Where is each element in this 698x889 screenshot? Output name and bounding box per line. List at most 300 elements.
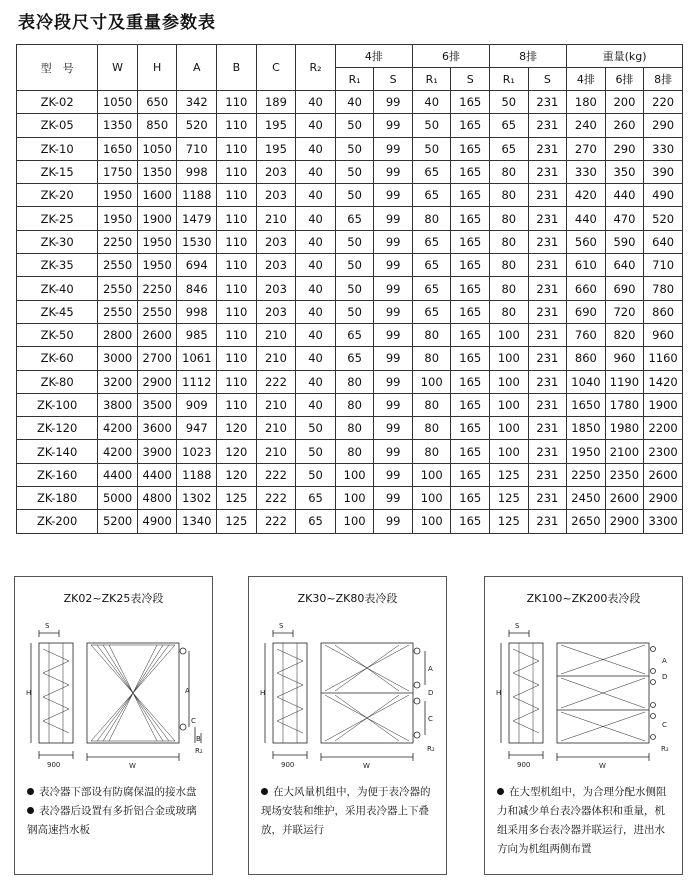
label-h: H: [260, 689, 266, 697]
table-cell: 909: [177, 393, 217, 416]
table-row: [17, 184, 683, 207]
table-cell: 1950: [137, 254, 177, 277]
table-cell: 165: [451, 184, 490, 207]
table-cell: 231: [528, 207, 567, 230]
table-cell: 40: [296, 91, 336, 114]
table-cell: 65: [490, 137, 529, 160]
note-text: 表冷器下部设有防腐保温的接水盘: [39, 786, 197, 798]
table-cell: 4200: [98, 440, 138, 463]
header-6-s: S: [451, 68, 490, 91]
table-cell: 760: [567, 323, 606, 346]
table-cell: 710: [644, 254, 683, 277]
table-cell: 99: [374, 323, 413, 346]
table-cell: 165: [451, 114, 490, 137]
table-cell: 99: [374, 370, 413, 393]
model-cell: ZK-45: [17, 300, 98, 323]
table-cell: 2600: [137, 323, 177, 346]
note-item: [261, 783, 438, 840]
table-cell: 231: [528, 487, 567, 510]
table-cell: 210: [256, 440, 296, 463]
table-cell: 120: [217, 440, 257, 463]
table-cell: 1040: [567, 370, 606, 393]
header-weight: 重量(kg): [567, 45, 683, 68]
table-cell: 165: [451, 254, 490, 277]
table-cell: 165: [451, 160, 490, 183]
table-cell: 690: [567, 300, 606, 323]
page-title: 表冷段尺寸及重量参数表: [18, 13, 216, 33]
table-cell: 80: [335, 440, 374, 463]
table-cell: 440: [605, 184, 644, 207]
table-cell: 690: [605, 277, 644, 300]
table-cell: 165: [451, 440, 490, 463]
header-b: B: [217, 45, 257, 91]
table-cell: 220: [644, 91, 683, 114]
note-item: [27, 802, 204, 840]
table-cell: 350: [605, 160, 644, 183]
table-cell: 203: [256, 277, 296, 300]
table-cell: 100: [490, 370, 529, 393]
table-cell: 4400: [137, 463, 177, 486]
table-cell: 50: [335, 300, 374, 323]
table-cell: 99: [374, 230, 413, 253]
model-cell: ZK-120: [17, 417, 98, 440]
table-cell: 2550: [98, 277, 138, 300]
table-row: [17, 207, 683, 230]
bullet-icon: [27, 807, 34, 814]
table-cell: 203: [256, 160, 296, 183]
header-r2: R₂: [296, 45, 336, 91]
table-cell: 50: [335, 160, 374, 183]
spec-table-body: [17, 91, 683, 534]
panel-zk100-zk200: [484, 576, 683, 875]
table-cell: 65: [490, 114, 529, 137]
table-cell: 50: [296, 417, 336, 440]
table-cell: 40: [296, 347, 336, 370]
table-cell: 2600: [605, 487, 644, 510]
table-cell: 210: [256, 347, 296, 370]
table-cell: 2650: [567, 510, 606, 533]
table-cell: 1050: [98, 91, 138, 114]
model-cell: ZK-25: [17, 207, 98, 230]
table-cell: 1350: [137, 160, 177, 183]
table-cell: 3300: [644, 510, 683, 533]
table-cell: 125: [490, 463, 529, 486]
table-cell: 1900: [137, 207, 177, 230]
table-cell: 165: [451, 463, 490, 486]
table-cell: 1190: [605, 370, 644, 393]
table-cell: 260: [605, 114, 644, 137]
table-cell: 65: [412, 160, 451, 183]
table-cell: 330: [644, 137, 683, 160]
model-cell: ZK-100: [17, 393, 98, 416]
header-4-row: 4排: [335, 45, 412, 68]
table-cell: 99: [374, 393, 413, 416]
table-cell: 1950: [137, 230, 177, 253]
table-row: [17, 254, 683, 277]
table-cell: 40: [296, 160, 336, 183]
table-cell: 40: [296, 137, 336, 160]
table-cell: 210: [256, 323, 296, 346]
table-cell: 231: [528, 370, 567, 393]
table-cell: 110: [217, 207, 257, 230]
panel-notes: [261, 783, 438, 840]
table-cell: 470: [605, 207, 644, 230]
model-cell: ZK-160: [17, 463, 98, 486]
table-cell: 40: [296, 207, 336, 230]
table-cell: 1050: [137, 137, 177, 160]
table-cell: 100: [335, 463, 374, 486]
bullet-icon: [497, 788, 504, 795]
table-cell: 80: [412, 207, 451, 230]
table-cell: 1302: [177, 487, 217, 510]
table-cell: 65: [412, 254, 451, 277]
table-cell: 120: [217, 463, 257, 486]
table-cell: 165: [451, 323, 490, 346]
model-cell: ZK-80: [17, 370, 98, 393]
header-w: W: [98, 45, 138, 91]
table-cell: 100: [412, 463, 451, 486]
header-6-row: 6排: [412, 45, 489, 68]
table-cell: 100: [335, 487, 374, 510]
table-row: [17, 347, 683, 370]
table-cell: 490: [644, 184, 683, 207]
table-cell: 80: [412, 440, 451, 463]
header-a: A: [177, 45, 217, 91]
table-cell: 1950: [98, 184, 138, 207]
table-cell: 231: [528, 184, 567, 207]
table-cell: 720: [605, 300, 644, 323]
header-4-s: S: [374, 68, 413, 91]
table-cell: 240: [567, 114, 606, 137]
table-cell: 99: [374, 510, 413, 533]
table-cell: 231: [528, 347, 567, 370]
model-cell: ZK-20: [17, 184, 98, 207]
table-row: [17, 487, 683, 510]
table-cell: 99: [374, 463, 413, 486]
label-a: A: [662, 657, 667, 665]
table-cell: 40: [296, 323, 336, 346]
table-cell: 210: [256, 393, 296, 416]
table-cell: 125: [490, 487, 529, 510]
table-cell: 231: [528, 323, 567, 346]
model-cell: ZK-02: [17, 91, 98, 114]
table-row: [17, 300, 683, 323]
table-cell: 231: [528, 463, 567, 486]
table-cell: 2550: [98, 254, 138, 277]
table-row: [17, 277, 683, 300]
table-cell: 100: [490, 393, 529, 416]
label-s: S: [279, 622, 284, 630]
table-cell: 1340: [177, 510, 217, 533]
table-row: [17, 114, 683, 137]
table-cell: 120: [217, 417, 257, 440]
header-weight-8: 8排: [644, 68, 683, 91]
header-8-r1: R₁: [490, 68, 529, 91]
table-cell: 231: [528, 393, 567, 416]
table-row: [17, 463, 683, 486]
header-4-r1: R₁: [335, 68, 374, 91]
note-text: 表冷器后设置有多折铝合金或玻璃钢高速挡水板: [27, 805, 197, 836]
table-cell: 100: [490, 323, 529, 346]
panel-title: ZK30~ZK80表冷段: [297, 592, 398, 605]
coil-section-diagram-1: [25, 615, 205, 775]
table-cell: 40: [296, 114, 336, 137]
table-cell: 125: [217, 510, 257, 533]
note-text: 在大型机组中，为合理分配水侧阻力和减少单台表冷器体积和重量，机组采用多台表冷器并联运行，进出水方向为机组两侧布置: [497, 786, 667, 855]
table-cell: 80: [490, 184, 529, 207]
header-6-r1: R₁: [412, 68, 451, 91]
table-cell: 195: [256, 137, 296, 160]
table-cell: 2600: [644, 463, 683, 486]
table-cell: 780: [644, 277, 683, 300]
table-cell: 165: [451, 487, 490, 510]
table-cell: 110: [217, 277, 257, 300]
table-cell: 420: [567, 184, 606, 207]
table-cell: 5200: [98, 510, 138, 533]
table-cell: 165: [451, 510, 490, 533]
table-cell: 65: [335, 207, 374, 230]
table-cell: 99: [374, 91, 413, 114]
table-cell: 80: [490, 254, 529, 277]
panel-zk30-zk80: [248, 576, 447, 875]
table-cell: 80: [412, 393, 451, 416]
table-cell: 1650: [567, 393, 606, 416]
table-cell: 231: [528, 254, 567, 277]
label-r2: R₂: [195, 747, 203, 755]
label-dim: 900: [47, 761, 61, 769]
table-cell: 110: [217, 323, 257, 346]
table-cell: 2900: [644, 487, 683, 510]
table-cell: 1061: [177, 347, 217, 370]
model-cell: ZK-10: [17, 137, 98, 160]
table-cell: 560: [567, 230, 606, 253]
label-h: H: [496, 689, 502, 697]
table-cell: 520: [177, 114, 217, 137]
table-cell: 80: [335, 393, 374, 416]
table-cell: 1650: [98, 137, 138, 160]
table-cell: 99: [374, 254, 413, 277]
table-cell: 960: [605, 347, 644, 370]
label-h: H: [26, 689, 32, 697]
table-cell: 520: [644, 207, 683, 230]
table-cell: 342: [177, 91, 217, 114]
label-a: A: [428, 665, 433, 673]
model-cell: ZK-40: [17, 277, 98, 300]
model-cell: ZK-05: [17, 114, 98, 137]
table-cell: 180: [567, 91, 606, 114]
table-cell: 231: [528, 137, 567, 160]
table-cell: 110: [217, 230, 257, 253]
table-cell: 4900: [137, 510, 177, 533]
table-cell: 40: [296, 230, 336, 253]
table-cell: 50: [412, 114, 451, 137]
note-text: 在大风量机组中，为便于表冷器的现场安装和维护，采用表冷器上下叠放，并联运行: [261, 786, 431, 836]
table-cell: 3800: [98, 393, 138, 416]
table-cell: 50: [335, 114, 374, 137]
table-cell: 80: [490, 160, 529, 183]
table-cell: 165: [451, 417, 490, 440]
table-cell: 2200: [644, 417, 683, 440]
table-cell: 5000: [98, 487, 138, 510]
table-cell: 210: [256, 417, 296, 440]
table-cell: 203: [256, 300, 296, 323]
panel-notes: [27, 783, 204, 840]
label-d: D: [662, 673, 668, 681]
table-cell: 1600: [137, 184, 177, 207]
table-cell: 65: [412, 230, 451, 253]
table-cell: 100: [335, 510, 374, 533]
coil-section-diagram-2: [259, 615, 439, 775]
table-cell: 99: [374, 160, 413, 183]
table-cell: 100: [412, 487, 451, 510]
table-row: [17, 393, 683, 416]
panel-title: ZK02~ZK25表冷段: [63, 592, 164, 605]
label-d: D: [428, 689, 434, 697]
model-cell: ZK-50: [17, 323, 98, 346]
table-cell: 2300: [644, 440, 683, 463]
table-cell: 998: [177, 300, 217, 323]
table-cell: 231: [528, 300, 567, 323]
header-model: 型 号: [17, 45, 98, 91]
table-cell: 50: [335, 137, 374, 160]
table-cell: 846: [177, 277, 217, 300]
label-a: A: [185, 687, 190, 695]
label-b: B: [196, 735, 201, 743]
label-r2: R₂: [427, 745, 435, 753]
table-cell: 195: [256, 114, 296, 137]
table-cell: 40: [296, 184, 336, 207]
table-cell: 390: [644, 160, 683, 183]
table-cell: 165: [451, 300, 490, 323]
table-cell: 65: [412, 184, 451, 207]
coil-section-diagram-3: [495, 615, 675, 775]
table-cell: 165: [451, 207, 490, 230]
table-cell: 3900: [137, 440, 177, 463]
table-cell: 80: [412, 417, 451, 440]
table-cell: 40: [296, 300, 336, 323]
table-cell: 99: [374, 347, 413, 370]
table-cell: 231: [528, 510, 567, 533]
note-item: [497, 783, 674, 859]
table-cell: 65: [335, 347, 374, 370]
bullet-icon: [261, 788, 268, 795]
table-cell: 3500: [137, 393, 177, 416]
label-r2: R₂: [661, 745, 669, 753]
table-cell: 610: [567, 254, 606, 277]
table-cell: 231: [528, 417, 567, 440]
table-cell: 960: [644, 323, 683, 346]
table-cell: 2250: [567, 463, 606, 486]
table-cell: 99: [374, 114, 413, 137]
table-cell: 330: [567, 160, 606, 183]
table-cell: 40: [412, 91, 451, 114]
table-cell: 4800: [137, 487, 177, 510]
table-cell: 100: [490, 440, 529, 463]
table-cell: 203: [256, 184, 296, 207]
table-cell: 80: [490, 230, 529, 253]
table-cell: 165: [451, 347, 490, 370]
table-cell: 222: [256, 510, 296, 533]
table-cell: 203: [256, 230, 296, 253]
table-cell: 65: [412, 300, 451, 323]
table-cell: 165: [451, 370, 490, 393]
header-8-row: 8排: [490, 45, 567, 68]
table-cell: 99: [374, 417, 413, 440]
table-cell: 1188: [177, 463, 217, 486]
table-cell: 1950: [567, 440, 606, 463]
table-cell: 50: [296, 440, 336, 463]
table-cell: 99: [374, 137, 413, 160]
table-cell: 660: [567, 277, 606, 300]
table-cell: 650: [137, 91, 177, 114]
table-cell: 110: [217, 160, 257, 183]
table-cell: 1160: [644, 347, 683, 370]
table-cell: 1950: [98, 207, 138, 230]
table-cell: 2450: [567, 487, 606, 510]
header-c: C: [256, 45, 296, 91]
table-cell: 2900: [605, 510, 644, 533]
table-cell: 694: [177, 254, 217, 277]
table-cell: 2250: [98, 230, 138, 253]
table-cell: 947: [177, 417, 217, 440]
model-cell: ZK-35: [17, 254, 98, 277]
table-cell: 270: [567, 137, 606, 160]
header-8-s: S: [528, 68, 567, 91]
table-cell: 820: [605, 323, 644, 346]
table-cell: 231: [528, 277, 567, 300]
table-row: [17, 417, 683, 440]
table-cell: 4400: [98, 463, 138, 486]
table-cell: 110: [217, 91, 257, 114]
table-row: [17, 230, 683, 253]
table-cell: 210: [256, 207, 296, 230]
table-cell: 40: [296, 370, 336, 393]
label-c: C: [662, 721, 667, 729]
table-cell: 222: [256, 487, 296, 510]
table-cell: 985: [177, 323, 217, 346]
table-cell: 290: [644, 114, 683, 137]
table-cell: 80: [335, 417, 374, 440]
table-cell: 710: [177, 137, 217, 160]
table-cell: 850: [137, 114, 177, 137]
table-cell: 203: [256, 254, 296, 277]
table-cell: 2900: [137, 370, 177, 393]
table-cell: 80: [490, 277, 529, 300]
table-cell: 80: [490, 300, 529, 323]
table-row: [17, 510, 683, 533]
table-cell: 1350: [98, 114, 138, 137]
table-cell: 1530: [177, 230, 217, 253]
table-cell: 50: [296, 463, 336, 486]
table-cell: 1750: [98, 160, 138, 183]
table-cell: 100: [412, 370, 451, 393]
table-cell: 50: [335, 230, 374, 253]
table-cell: 110: [217, 347, 257, 370]
table-cell: 50: [335, 254, 374, 277]
table-cell: 2800: [98, 323, 138, 346]
table-cell: 189: [256, 91, 296, 114]
bullet-icon: [27, 788, 34, 795]
model-cell: ZK-200: [17, 510, 98, 533]
table-cell: 231: [528, 230, 567, 253]
table-cell: 2350: [605, 463, 644, 486]
model-cell: ZK-60: [17, 347, 98, 370]
label-s: S: [515, 622, 520, 630]
table-cell: 640: [605, 254, 644, 277]
table-cell: 50: [412, 137, 451, 160]
table-cell: 80: [335, 370, 374, 393]
panel-title: ZK100~ZK200表冷段: [526, 592, 641, 605]
